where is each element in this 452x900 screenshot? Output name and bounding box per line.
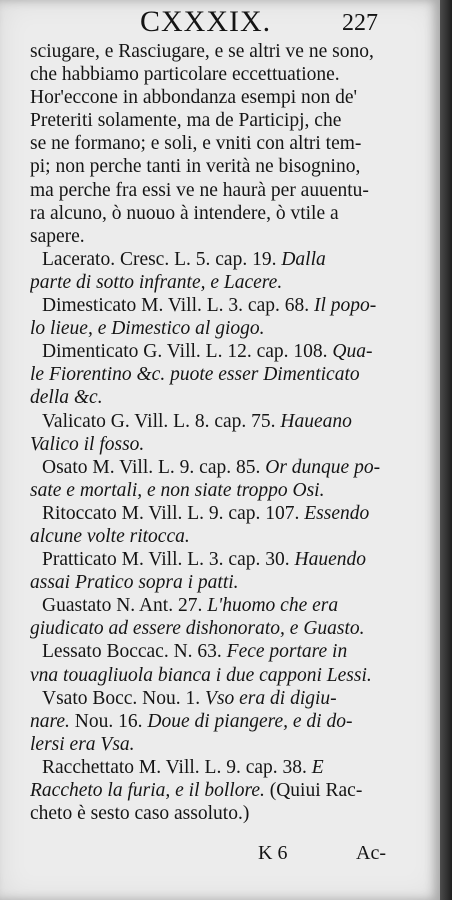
body-text [30, 40, 415, 825]
text-line [30, 687, 415, 710]
italic-segment: vna touagliuola bianca i due capponi Lessi. [30, 664, 372, 686]
text-line [30, 733, 415, 756]
roman-segment: se ne formano; e soli, e vniti con altri tem- [30, 133, 362, 155]
roman-segment: Dimesticato M. Vill. L. 3. cap. 68. [42, 295, 314, 317]
text-line [30, 340, 415, 363]
italic-segment: E [311, 756, 324, 778]
italic-segment: Qua- [332, 341, 373, 363]
text-line [30, 664, 415, 687]
italic-segment: alcune volte ritocca. [30, 525, 190, 547]
roman-segment: Racchettato M. Vill. L. 9. cap. 38. [42, 756, 312, 778]
text-line [30, 155, 415, 178]
roman-segment: Osato M. Vill. L. 9. cap. 85. [42, 456, 266, 478]
text-line [30, 594, 415, 617]
adjacent-page-edge [440, 0, 452, 900]
running-head: CXXXIX. [140, 5, 272, 38]
italic-segment: nare. [30, 710, 75, 732]
roman-segment: Pratticato M. Vill. L. 3. cap. 30. [42, 549, 295, 571]
roman-segment: (Quiui Rac- [269, 780, 363, 801]
italic-segment: della &c. [30, 387, 103, 409]
text-line [30, 225, 415, 248]
italic-segment: parte di sotto infrante, e Lacere. [30, 271, 283, 293]
text-line [30, 710, 415, 733]
roman-segment: Valicato G. Vill. L. 8. cap. 75. [42, 410, 281, 432]
text-line [30, 479, 415, 502]
roman-segment: Preteriti solamente, ma de Participj, che [30, 110, 342, 132]
italic-segment: Dalla [281, 248, 326, 270]
text-line [30, 617, 415, 640]
roman-segment: ra alcuno, ò nuouo à intendere, ò vtile a [30, 202, 339, 224]
text-line [30, 317, 415, 340]
text-line [30, 109, 415, 132]
text-line [30, 40, 415, 63]
roman-segment: sciugare, e Rasciugare, e se altri ve ne sono, [30, 41, 374, 62]
italic-segment: Hauendo [294, 549, 366, 571]
roman-segment: pi; non perche tanti in verità ne bisognino, [30, 156, 361, 178]
roman-segment: Dimenticato G. Vill. L. 12. cap. 108. [42, 341, 333, 363]
text-line [30, 363, 415, 386]
text-line [30, 502, 415, 525]
roman-segment: Lessato Boccac. N. 63. [42, 641, 227, 663]
italic-segment: Vso era di digiu- [205, 687, 337, 709]
italic-segment: lersi era Vsa. [30, 733, 135, 755]
roman-segment: cheto è sesto caso assoluto.) [30, 803, 250, 825]
italic-segment: lo lieue, e Dimestico al giogo. [30, 318, 265, 340]
text-line [30, 132, 415, 155]
roman-segment: Ritoccato M. Vill. L. 9. cap. 107. [42, 502, 305, 524]
text-line [30, 548, 415, 571]
roman-segment: Lacerato. Cresc. L. 5. cap. 19. [42, 248, 282, 270]
text-line [30, 410, 415, 433]
text-line [30, 640, 415, 663]
roman-segment: Hor'eccone in abbondanza esempi non de' [30, 87, 358, 109]
roman-segment: sapere. [30, 225, 85, 247]
text-line [30, 248, 415, 271]
italic-segment: Fece portare in [226, 641, 348, 663]
text-line [30, 179, 415, 202]
roman-segment: Vsato Bocc. Nou. 1. [42, 687, 206, 709]
italic-segment: le Fiorentino &c. puote esser Dimenticato [30, 364, 360, 386]
page-footer [0, 838, 440, 868]
italic-segment: Haueano [280, 410, 352, 432]
italic-segment: Valico il fosso. [30, 433, 145, 455]
text-line [30, 294, 415, 317]
text-line [30, 779, 415, 802]
italic-segment: Or dunque po- [265, 456, 381, 478]
roman-segment: Guastato N. Ant. 27. [42, 595, 208, 617]
italic-segment: assai Pratico sopra i patti. [30, 572, 239, 594]
italic-segment: giudicato ad essere dishonorato, e Guasto. [30, 618, 365, 640]
text-line [30, 433, 415, 456]
text-line [30, 456, 415, 479]
page-header [0, 4, 440, 40]
roman-segment: Nou. 16. [74, 710, 148, 732]
catchword: Ac- [356, 842, 386, 864]
roman-segment: che habbiamo particolare eccettuatione. [30, 64, 340, 86]
text-line [30, 271, 415, 294]
text-line [30, 802, 415, 825]
text-line [30, 386, 415, 409]
text-line [30, 525, 415, 548]
roman-segment: ma perche fra essi ve ne haurà per auuentu- [30, 179, 369, 201]
italic-segment: sate e mortali, e non siate troppo Osi. [30, 479, 325, 501]
italic-segment: L'huomo che era [207, 595, 339, 617]
italic-segment: Raccheto la furia, e il bollore. [30, 780, 270, 801]
text-line [30, 571, 415, 594]
signature-mark: K 6 [258, 842, 288, 864]
text-line [30, 756, 415, 779]
italic-segment: Essendo [304, 502, 370, 524]
italic-segment: Il popo- [313, 295, 377, 317]
text-line [30, 86, 415, 109]
italic-segment: Doue di piangere, e di do- [147, 710, 353, 732]
page-number: 227 [342, 10, 378, 36]
text-line [30, 202, 415, 225]
text-line [30, 63, 415, 86]
